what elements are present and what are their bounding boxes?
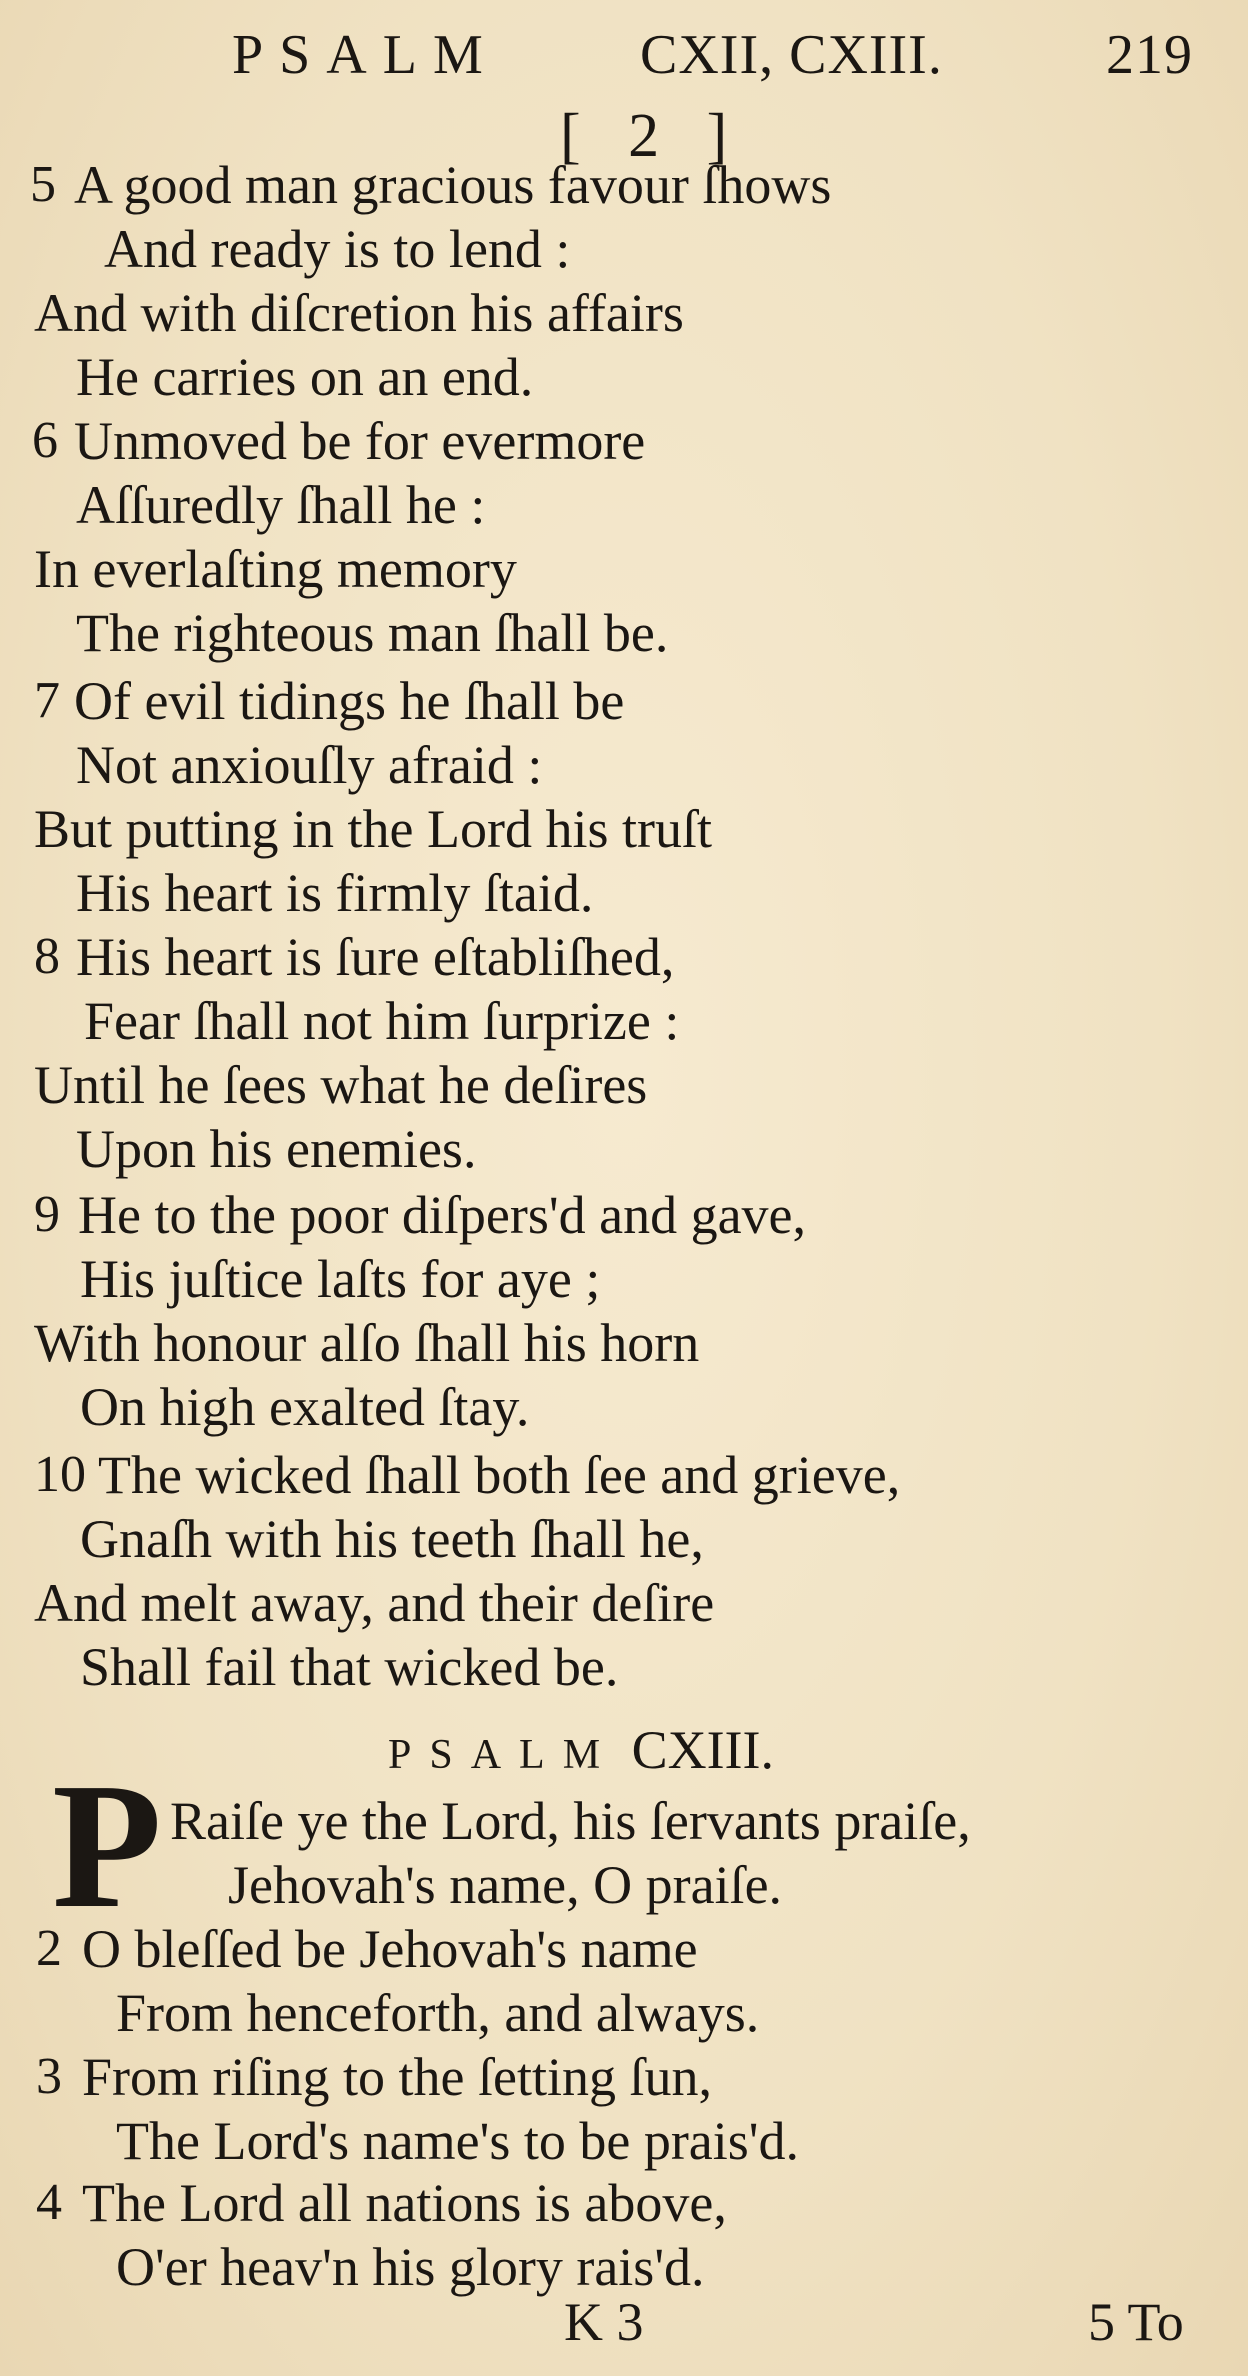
verse-line: Jehovah's name, O praiſe. [228,1855,783,1915]
verse-line: Shall fail that wicked be. [80,1637,619,1697]
verse-line: Raiſe ye the Lord, his ſervants praiſe, [170,1791,971,1851]
signature-mark: K 3 [564,2292,644,2352]
verse-number: 5 [30,156,56,213]
running-title: PSALM [232,24,499,86]
verse-line: The Lord's name's to be prais'd. [116,2111,800,2171]
verse-line: Of evil tidings he ſhall be [74,671,625,731]
psalm-heading-numeral: CXIII. [631,1720,775,1780]
verse-line: His heart is firmly ſtaid. [76,863,594,923]
verse-line: And with diſcretion his affairs [34,283,684,343]
verse-number: 7 [34,672,60,729]
verse-line: The Lord all nations is above, [82,2173,727,2233]
verse-line: He carries on an end. [76,347,534,407]
verse-line: Not anxiouſly afraid : [76,735,543,795]
drop-cap: P [52,1746,162,1945]
verse-line: The wicked ſhall both ſee and grieve, [98,1445,901,1505]
page-number: 219 [1106,24,1193,86]
verse-line: In everlaſting memory [34,539,517,599]
psalm-heading-word: PSALM [388,1732,619,1778]
verse-number: 4 [36,2174,62,2231]
catchword: 5 To [1088,2292,1184,2352]
verse-line: He to the poor diſpers'd and gave, [78,1185,807,1245]
verse-number: 10 [34,1446,86,1503]
verse-line: O bleſſed be Jehovah's name [82,1919,698,1979]
verse-line: A good man gracious favour ſhows [74,155,832,215]
running-psalm-numbers: CXII, CXIII. [640,24,943,86]
verse-line: Until he ſees what he deſires [34,1055,648,1115]
verse-number: 8 [34,928,60,985]
verse-number: 6 [32,412,58,469]
verse-line: And melt away, and their deſire [34,1573,715,1633]
verse-line: And ready is to lend : [104,219,571,279]
verse-line: With honour alſo ſhall his horn [34,1313,700,1373]
verse-number: 3 [36,2048,62,2105]
verse-line: From henceforth, and always. [116,1983,760,2043]
verse-line: On high exalted ſtay. [80,1377,530,1437]
verse-line: From riſing to the ſetting ſun, [82,2047,712,2107]
verse-line: O'er heav'n his glory rais'd. [116,2237,705,2297]
verse-line: Aſſuredly ſhall he : [76,475,486,535]
verse-line: Upon his enemies. [76,1119,477,1179]
verse-line: The righteous man ſhall be. [76,603,669,663]
verse-line: But putting in the Lord his truſt [34,799,712,859]
psalm-113-heading [388,1718,774,1787]
verse-line: His heart is ſure eſtabliſhed, [76,927,675,987]
verse-line: Unmoved be for evermore [74,411,646,471]
verse-number: 2 [36,1920,62,1977]
verse-number: 9 [34,1186,60,1243]
verse-line: His juſtice laſts for aye ; [80,1249,601,1309]
section-mark: [ 2 ] [560,102,744,170]
verse-line: Gnaſh with his teeth ſhall he, [80,1509,704,1569]
verse-line: Fear ſhall not him ſurprize : [84,991,680,1051]
